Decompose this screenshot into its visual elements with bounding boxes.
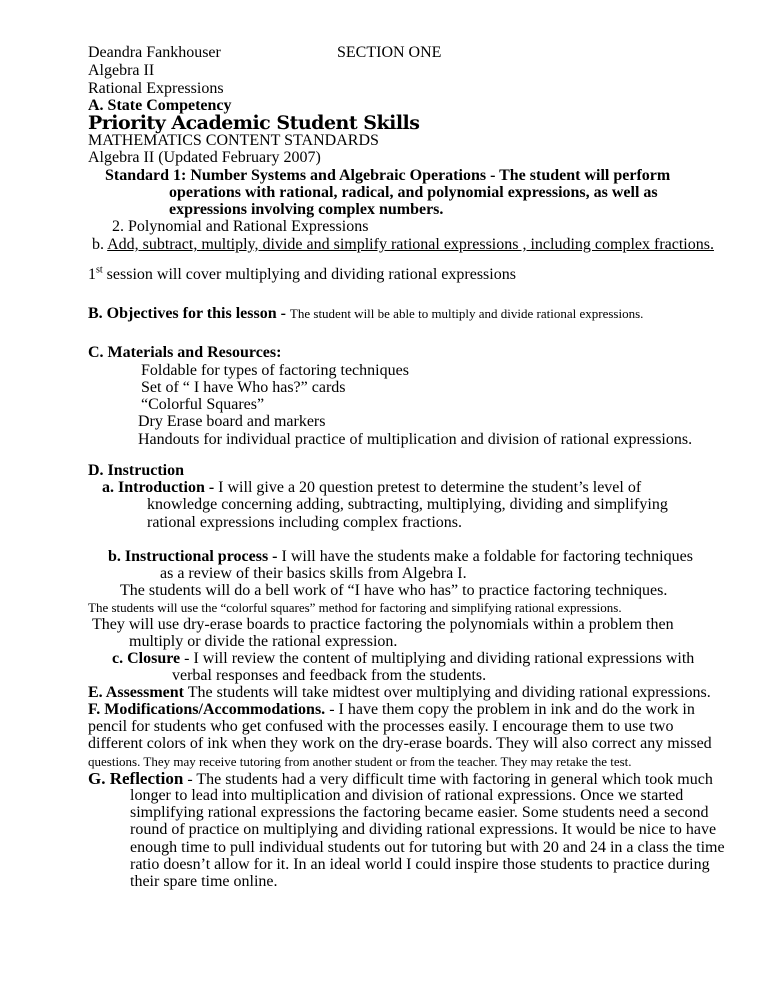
material-item: Foldable for types of factoring techniques bbox=[141, 362, 409, 379]
materials-heading: C. Materials and Resources: bbox=[88, 344, 282, 361]
reflection-line: enough time to pull individual students out for tutoring but with 20 and 24 in a class the time bbox=[130, 839, 725, 856]
introduction-line: rational expressions including complex fractions. bbox=[147, 514, 463, 531]
instruction-heading: D. Instruction bbox=[88, 462, 185, 479]
section-label: SECTION ONE bbox=[337, 44, 442, 61]
material-item: “Colorful Squares” bbox=[141, 396, 265, 413]
closure-text: - I will review the content of multiplying and dividing rational expressions with bbox=[180, 650, 695, 667]
assessment-heading: E. Assessment bbox=[88, 684, 185, 701]
process-line: as a review of their basics skills from Algebra I. bbox=[160, 565, 467, 582]
pass-title: Priority Academic Student Skills bbox=[88, 112, 420, 134]
standard-line: operations with rational, radical, and polynomial expressions, as well as bbox=[169, 184, 658, 201]
standard-line: Standard 1: Number Systems and Algebraic Operations - The student will perform bbox=[105, 167, 671, 184]
reflection-line: longer to lead into multiplication and division of rational expressions. Once we started bbox=[130, 787, 684, 804]
reflection-line: their spare time online. bbox=[130, 873, 278, 890]
reflection-heading: G. Reflection bbox=[88, 769, 184, 788]
assessment-text: The students will take midtest over multiplying and dividing rational expressions. bbox=[184, 684, 711, 701]
process-line: The students will use the “colorful squares” method for factoring and simplifying rational expressions. bbox=[88, 600, 622, 615]
assessment bbox=[88, 684, 711, 702]
modifications-line: different colors of ink when they work on the dry-erase boards. They will also correct any missed bbox=[88, 735, 712, 752]
session-ordinal: 1 bbox=[88, 266, 96, 283]
material-item: Dry Erase board and markers bbox=[138, 413, 326, 430]
introduction-label: a. Introduction - bbox=[102, 479, 219, 496]
standard-line: expressions involving complex numbers. bbox=[169, 201, 444, 218]
closure bbox=[112, 650, 694, 668]
process-line: multiply or divide the rational expression. bbox=[129, 633, 398, 650]
modifications-heading: F. Modifications/Accommodations. bbox=[88, 701, 326, 718]
introduction-text: I will give a 20 question pretest to determine the student’s level of bbox=[218, 479, 642, 496]
modifications-line: pencil for students who get confused with the processes easily. I encourage them to use two bbox=[88, 718, 674, 735]
objectives-heading: B. Objectives for this lesson - bbox=[88, 305, 290, 322]
updated-line: Algebra II (Updated February 2007) bbox=[88, 149, 321, 166]
standard-item: 2. Polynomial and Rational Expressions bbox=[112, 218, 369, 235]
session-line bbox=[88, 266, 516, 284]
topic: Rational Expressions bbox=[88, 80, 224, 97]
material-item: Set of “ I have Who has?” cards bbox=[141, 379, 346, 396]
state-competency-heading: A. State Competency bbox=[88, 97, 232, 114]
objectives-text: The student will be able to multiply and divide rational expressions. bbox=[289, 306, 644, 321]
instructional-process bbox=[108, 548, 693, 566]
process-text: I will have the students make a foldable for factoring techniques bbox=[281, 548, 693, 565]
subitem-text: Add, subtract, multiply, divide and simplify rational expressions , including complex fractions. bbox=[107, 236, 714, 253]
session-text: session will cover multiplying and dividing rational expressions bbox=[102, 266, 516, 283]
course: Algebra II bbox=[88, 62, 155, 79]
introduction bbox=[102, 479, 641, 497]
reflection-line: round of practice on multiplying and dividing rational expressions. It would be nice to have bbox=[130, 821, 717, 838]
process-line: The students will do a bell work of “I have who has” to practice factoring techniques. bbox=[120, 582, 668, 599]
modifications-text: - I have them copy the problem in ink and do the work in bbox=[325, 701, 695, 718]
subitem-letter: b. bbox=[92, 236, 104, 253]
reflection-line: ratio doesn’t allow for it. In an ideal world I could inspire those students to practice during bbox=[130, 856, 710, 873]
modifications bbox=[88, 701, 695, 719]
process-label: b. Instructional process - bbox=[108, 548, 282, 565]
standard-subitem bbox=[92, 236, 714, 254]
closure-label: c. Closure bbox=[112, 650, 181, 667]
author: Deandra Fankhouser bbox=[88, 44, 221, 61]
material-item: Handouts for individual practice of multiplication and division of rational expressions. bbox=[138, 431, 693, 448]
ordinal-suffix: st bbox=[96, 264, 103, 276]
reflection-text: - The students had a very difficult time with factoring in general which took much bbox=[183, 771, 713, 788]
closure-line: verbal responses and feedback from the students. bbox=[172, 667, 487, 684]
introduction-line: knowledge concerning adding, subtracting, multiplying, dividing and simplifying bbox=[147, 496, 668, 513]
modifications-line: questions. They may receive tutoring from another student or from the teacher. They may retake the test. bbox=[88, 754, 632, 769]
process-line: They will use dry-erase boards to practice factoring the polynomials within a problem then bbox=[92, 616, 674, 633]
standards-title: MATHEMATICS CONTENT STANDARDS bbox=[88, 132, 379, 149]
objectives bbox=[88, 305, 643, 323]
reflection-line: simplifying rational expressions the factoring became easier. Some students need a second bbox=[130, 804, 709, 821]
